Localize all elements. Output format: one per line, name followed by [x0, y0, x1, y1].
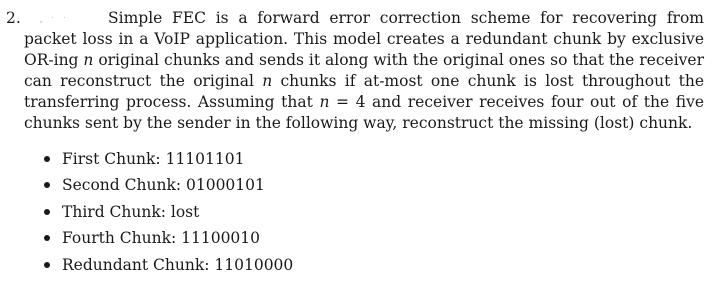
variable-n: n: [83, 51, 94, 69]
statement-part-2: original chunks and sends it along with the original ones so that the receiver can reconstruct the original: [24, 51, 704, 90]
bullet-icon: [44, 262, 50, 268]
statement-part-3: chunks if at-most one chunk is lost throughout the transferring process. Assuming that: [24, 72, 704, 111]
list-item: [44, 149, 293, 175]
statement-part-1: Simple FEC is a forward error correction scheme for recovering from packet loss in a VoIP application. This model creates a redundant chunk by exclusive OR-ing: [24, 9, 704, 69]
chunk-list: [44, 149, 293, 281]
bullet-icon: [44, 182, 50, 188]
chunk-label: Fourth Chunk: 11100010: [62, 229, 261, 248]
problem-statement: [24, 8, 704, 134]
variable-n: n: [319, 93, 330, 111]
scan-smudge: ᵥ ˙ ˙: [40, 17, 70, 25]
chunk-label: Redundant Chunk: 11010000: [62, 255, 294, 274]
question-number: 2.: [6, 9, 21, 27]
list-item: [44, 202, 293, 228]
chunk-label: First Chunk: 11101101: [62, 150, 245, 168]
chunk-label: Third Chunk: lost: [62, 202, 200, 221]
statement-part-4: = 4 and receiver receives four out of the five chunks sent by the sender in the following way, reconstruct the missing (lost) chunk.: [24, 93, 705, 132]
variable-n: n: [262, 72, 273, 90]
list-item: [44, 228, 293, 254]
list-item: [44, 255, 293, 281]
list-item: [44, 175, 293, 201]
bullet-icon: [44, 156, 50, 162]
bullet-icon: [44, 209, 50, 215]
bullet-icon: [44, 235, 50, 241]
chunk-label: Second Chunk: 01000101: [62, 176, 265, 195]
